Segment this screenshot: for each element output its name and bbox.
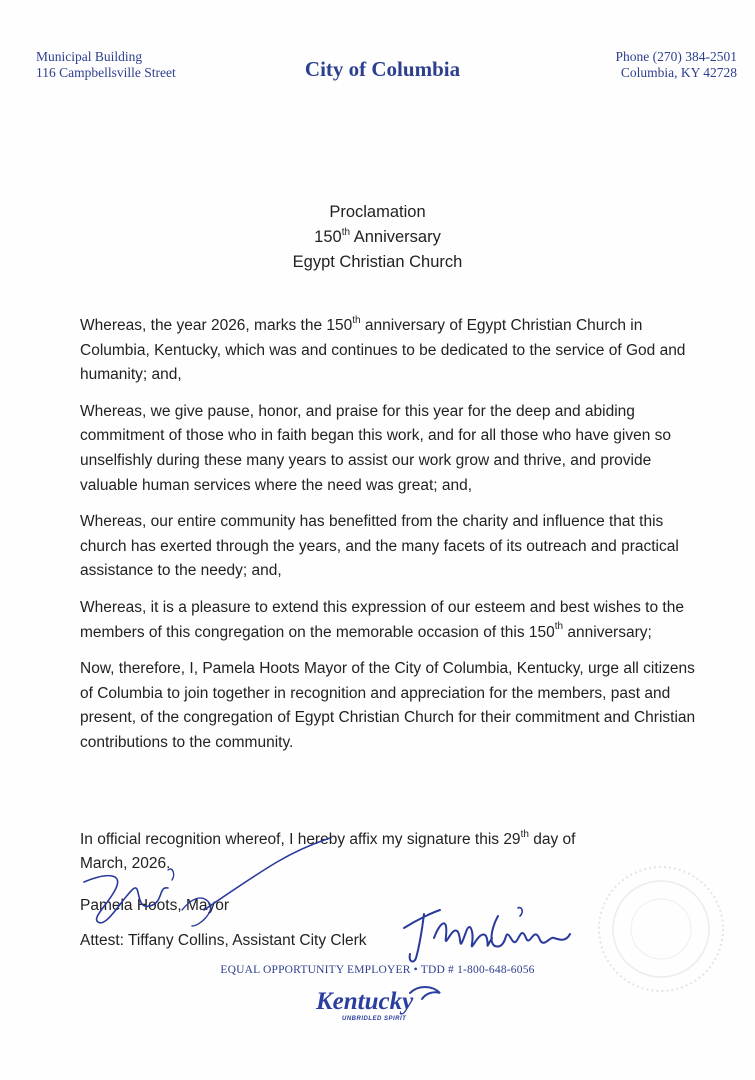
- proclamation-heading: Proclamation: [329, 203, 426, 221]
- anniversary-number: 150: [314, 228, 342, 246]
- equal-opportunity-footer: EQUAL OPPORTUNITY EMPLOYER • TDD # 1-800-648-6056: [220, 964, 535, 976]
- letterhead-contact: [616, 49, 738, 81]
- paragraph-1-text-b: anniversary of Egypt Christian Church in Columbia, Kentucky, which was and continues to be dedicated to the service of God and humanity; and,: [80, 317, 686, 384]
- paragraph-4-text-a: Whereas, it is a pleasure to extend this expression of our esteem and best wishes to the members of this congregation on the memorable occasion of this 150: [80, 598, 684, 641]
- address-line-2: 116 Campbellsville Street: [36, 65, 176, 80]
- anniversary-heading: [0, 225, 755, 250]
- paragraph-1: [80, 314, 705, 388]
- proclamation-title-block: [0, 200, 755, 275]
- anniversary-word: Anniversary: [350, 228, 441, 246]
- paragraph-2: Whereas, we give pause, honor, and praise for this year for the deep and abiding commitment of those who in faith began this work, and for all those who have given so unselfishly during these many years to assist our work grow and thrive, and provide valuable human services where the need was great; and,: [80, 402, 672, 494]
- date-text-b: day of: [528, 831, 576, 848]
- address-line-1: Municipal Building: [36, 49, 143, 64]
- kentucky-logo: [314, 983, 444, 1025]
- embossed-seal: [594, 862, 729, 997]
- paragraph-1-text-a: Whereas, the year 2026, marks the 150: [80, 317, 353, 334]
- church-name-heading: Egypt Christian Church: [292, 253, 463, 271]
- paragraph-4: [80, 596, 705, 645]
- signature-date-line-2: March, 2026.: [80, 855, 171, 872]
- phone-line: Phone (270) 384-2501: [615, 49, 737, 64]
- anniversary-ordinal: th: [341, 226, 351, 238]
- paragraph-3: Whereas, our entire community has benefitted from the charity and influence that this church has exerted through the years, and the many facets of its outreach and practical assistance to the needy; and,: [80, 513, 679, 580]
- mayor-signature: [72, 830, 342, 935]
- paragraph-5: Now, therefore, I, Pamela Hoots Mayor of the City of Columbia, Kentucky, urge all citizens of Columbia to join together in recognition and appreciation for the members, past and present, of the congregation of Egypt Christian Church for their commitment and Christian contributions to the community.: [80, 660, 696, 751]
- attest-line: Attest: Tiffany Collins, Assistant City Clerk: [80, 932, 367, 949]
- date-text-a: In official recognition whereof, I hereby affix my signature this 29: [80, 831, 521, 848]
- city-name-text: City of Columbia: [304, 57, 461, 81]
- horse-mane-icon: [410, 987, 440, 999]
- paragraph-4-text-b: anniversary;: [563, 623, 652, 641]
- date-ordinal: th: [520, 828, 529, 840]
- city-state-zip: Columbia, KY 42728: [620, 65, 737, 80]
- kentucky-logo-text: Kentucky: [316, 988, 414, 1015]
- paragraph-1-ordinal: th: [352, 314, 361, 326]
- kentucky-logo-tagline: UNBRIDLED SPIRIT: [342, 1016, 407, 1022]
- paragraph-4-ordinal: th: [554, 621, 564, 633]
- proclamation-body: [80, 314, 705, 768]
- clerk-signature: [400, 902, 575, 972]
- mayor-name-line: Pamela Hoots, Mayor: [80, 897, 230, 914]
